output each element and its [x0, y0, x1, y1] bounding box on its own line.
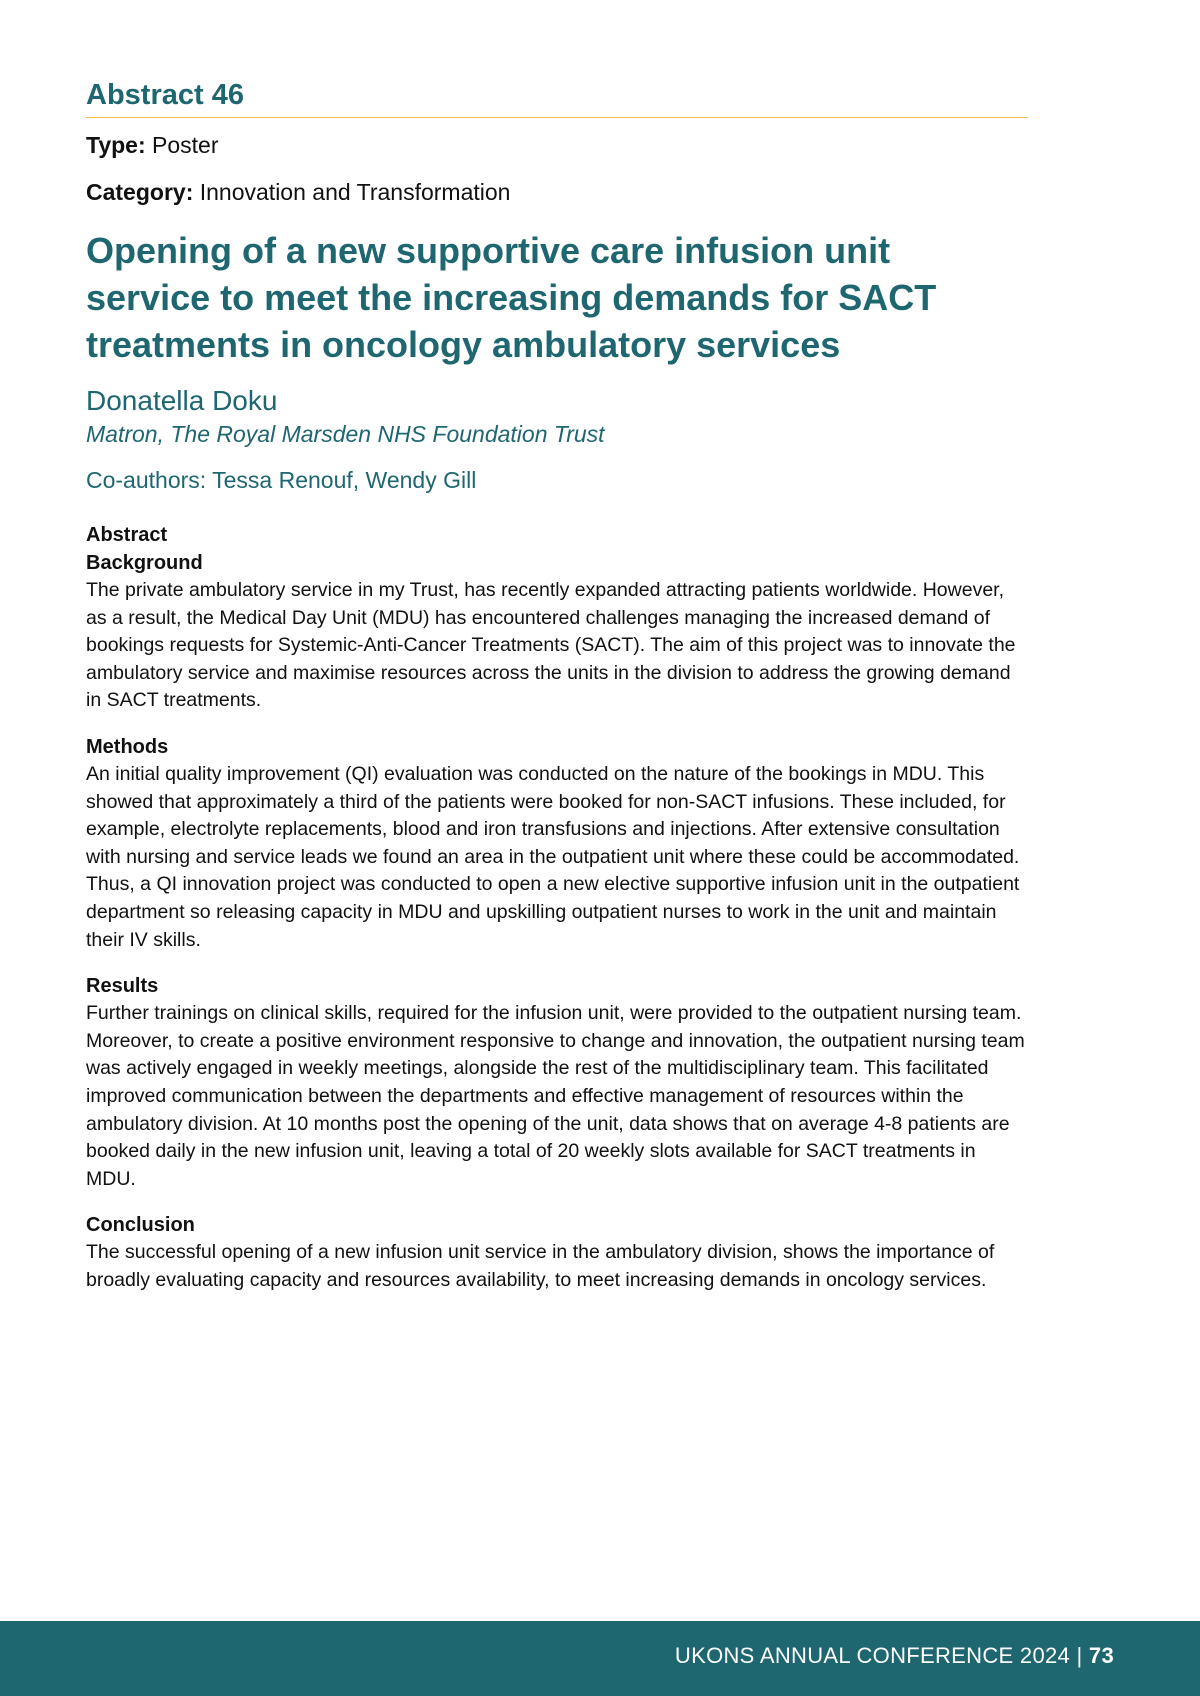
- footer-text: [675, 1621, 1114, 1696]
- abstract-page: [86, 78, 1030, 1313]
- author-name: Donatella Doku: [86, 384, 278, 416]
- section-methods: [86, 733, 1030, 954]
- header-divider: [86, 117, 1028, 118]
- conclusion-body: The successful opening of a new infusion unit service in the ambulatory division, shows the importance of broadly evaluating capacity and resources availability, to meet increasing demands in oncology services.: [86, 1241, 995, 1291]
- type-value: Poster: [152, 131, 219, 158]
- type-label: Type:: [86, 131, 146, 158]
- section-results: [86, 972, 1030, 1193]
- abstract-title: Opening of a new supportive care infusion unit service to meet the increasing demands for SACT treatments in oncology ambulatory services: [86, 229, 937, 365]
- footer-separator: |: [1076, 1643, 1083, 1668]
- results-heading: Results: [86, 975, 159, 998]
- background-body: The private ambulatory service in my Trust, has recently expanded attracting patients worldwide. However, as a result, the Medical Day Unit (MDU) has encountered challenges managing the increased demand of bookings requests for Systemic-Anti-Cancer Treatments (SACT). The aim of this project was to innovate the ambulatory service and maximise resources across the units in the division to address the growing demand in SACT treatments.: [86, 579, 1016, 712]
- type-line: [86, 132, 1030, 160]
- section-conclusion: [86, 1211, 1030, 1294]
- abstract-label: Abstract: [86, 524, 168, 547]
- category-value: Innovation and Transformation: [199, 179, 511, 206]
- category-label: Category:: [86, 179, 194, 206]
- section-background: [86, 549, 1030, 715]
- results-body: Further trainings on clinical skills, required for the infusion unit, were provided to the outpatient nursing team. Moreover, to create a positive environment responsive to change and innovation, the outpatient nursing team was actively engaged in weekly meetings, alongside the rest of the multidisciplinary team. This facilitated improved communication between the departments and effective management of resources within the ambulatory division. At 10 months post the opening of the unit, data shows that on average 4-8 patients are booked daily in the new infusion unit, leaving a total of 20 weekly slots available for SACT treatments in MDU.: [86, 1002, 1025, 1190]
- category-line: [86, 179, 1030, 207]
- methods-heading: Methods: [86, 736, 169, 759]
- author-affiliation: Matron, The Royal Marsden NHS Foundation Trust: [86, 420, 605, 447]
- footer-conference: UKONS ANNUAL CONFERENCE 2024: [674, 1643, 1071, 1668]
- footer-bar: [0, 1621, 1200, 1696]
- page-number: 73: [1088, 1643, 1114, 1668]
- abstract-number: Abstract 46: [86, 79, 244, 111]
- background-heading: Background: [86, 552, 203, 575]
- methods-body: An initial quality improvement (QI) evaluation was conducted on the nature of the bookings in MDU. This showed that approximately a third of the patients were booked for non-SACT infusions. These included, for example, electrolyte replacements, blood and iron transfusions and injections. After extensive consultation with nursing and service leads we found an area in the outpatient unit where these could be accommodated. Thus, a QI innovation project was conducted to open a new elective supportive infusion unit in the outpatient department so releasing capacity in MDU and upskilling outpatient nurses to work in the unit and maintain their IV skills.: [86, 763, 1020, 951]
- conclusion-heading: Conclusion: [86, 1214, 195, 1237]
- coauthors: Co-authors: Tessa Renouf, Wendy Gill: [86, 467, 477, 494]
